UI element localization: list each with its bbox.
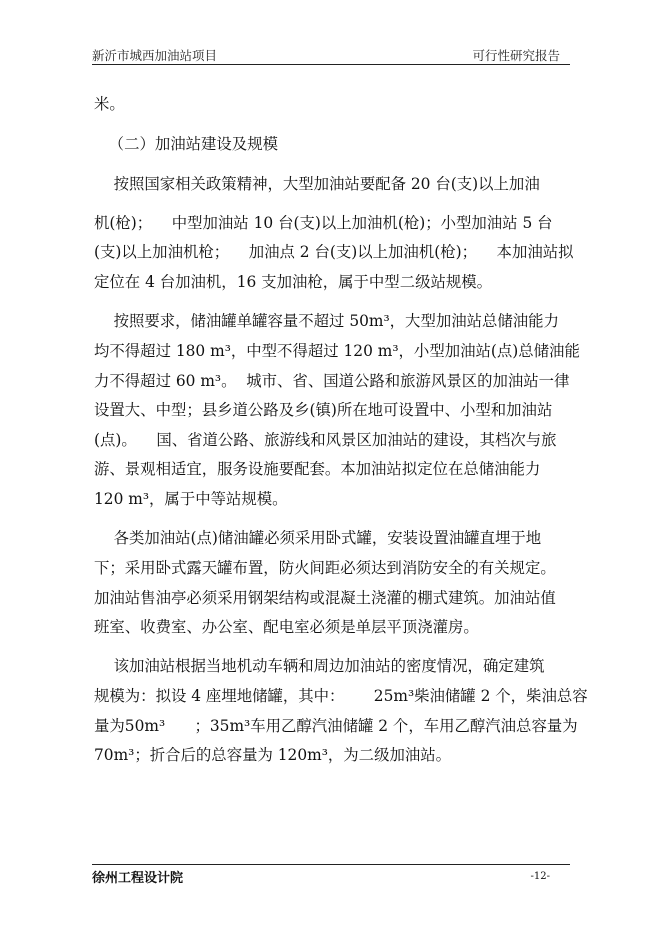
text-line: 70m³；折合后的总容量为 120m³，为二级加油站。 xyxy=(94,746,452,764)
text-line: 机(枪)； 中型加油站 10 台(支)以上加油机(枪)；小型加油站 5 台 xyxy=(94,214,553,232)
section-heading: （二）加油站建设及规模 xyxy=(94,135,278,153)
footer-divider xyxy=(92,864,570,865)
text-line: 力不得超过 60 m³。 城市、省、国道公路和旅游风景区的加油站一律 xyxy=(94,372,570,390)
header-project-title: 新沂市城西加油站项目 xyxy=(92,48,218,63)
text-line: 下；采用卧式露天罐布置，防火间距必须达到消防安全的有关规定。 xyxy=(94,559,556,577)
text-line: 按照要求，储油罐单罐容量不超过 50m³，大型加油站总储油能力 xyxy=(94,312,559,330)
text-line: (支)以上加油机枪； 加油点 2 台(支)以上加油机(枪)； 本加油站拟 xyxy=(94,243,574,261)
text-line: 米。 xyxy=(94,95,125,113)
text-line: 均不得超过 180 m³，中型不得超过 120 m³，小型加油站(点)总储油能 xyxy=(94,342,580,360)
header-document-type: 可行性研究报告 xyxy=(472,48,560,63)
page-number: -12- xyxy=(530,871,550,882)
page-header xyxy=(92,44,570,65)
footer-institute: 徐州工程设计院 xyxy=(92,871,184,886)
text-line: 定位在 4 台加油机，16 支加油枪，属于中型二级站规模。 xyxy=(94,273,493,291)
text-line: 设置大、中型；县乡道公路及乡(镇)所在地可设置中、小型和加油站 xyxy=(94,401,553,419)
text-line: 加油站售油亭必须采用钢架结构或混凝土浇灌的棚式建筑。加油站值 xyxy=(94,589,556,607)
text-line: 120 m³，属于中等站规模。 xyxy=(94,490,288,508)
text-line: 量为50m³ ；35m³车用乙醇汽油储罐 2 个，车用乙醇汽油总容量为 xyxy=(94,717,578,735)
text-line: 班室、收费室、办公室、配电室必须是单层平顶浇灌房。 xyxy=(94,618,479,636)
text-line: 该加油站根据当地机动车辆和周边加油站的密度情况，确定建筑 xyxy=(94,657,545,675)
text-line: 游、景观相适宜，服务设施要配套。本加油站拟定位在总储油能力 xyxy=(94,460,541,478)
text-line: 规模为：拟设 4 座埋地储罐，其中： 25m³柴油储罐 2 个，柴油总容 xyxy=(94,687,588,705)
text-line: 各类加油站(点)储油罐必须采用卧式罐，安装设置油罐直埋于地 xyxy=(94,529,542,547)
text-line: 按照国家相关政策精神，大型加油站要配备 20 台(支)以上加油 xyxy=(94,175,540,193)
text-line: (点)。 国、省道公路、旅游线和风景区加油站的建设，其档次与旅 xyxy=(94,431,557,449)
